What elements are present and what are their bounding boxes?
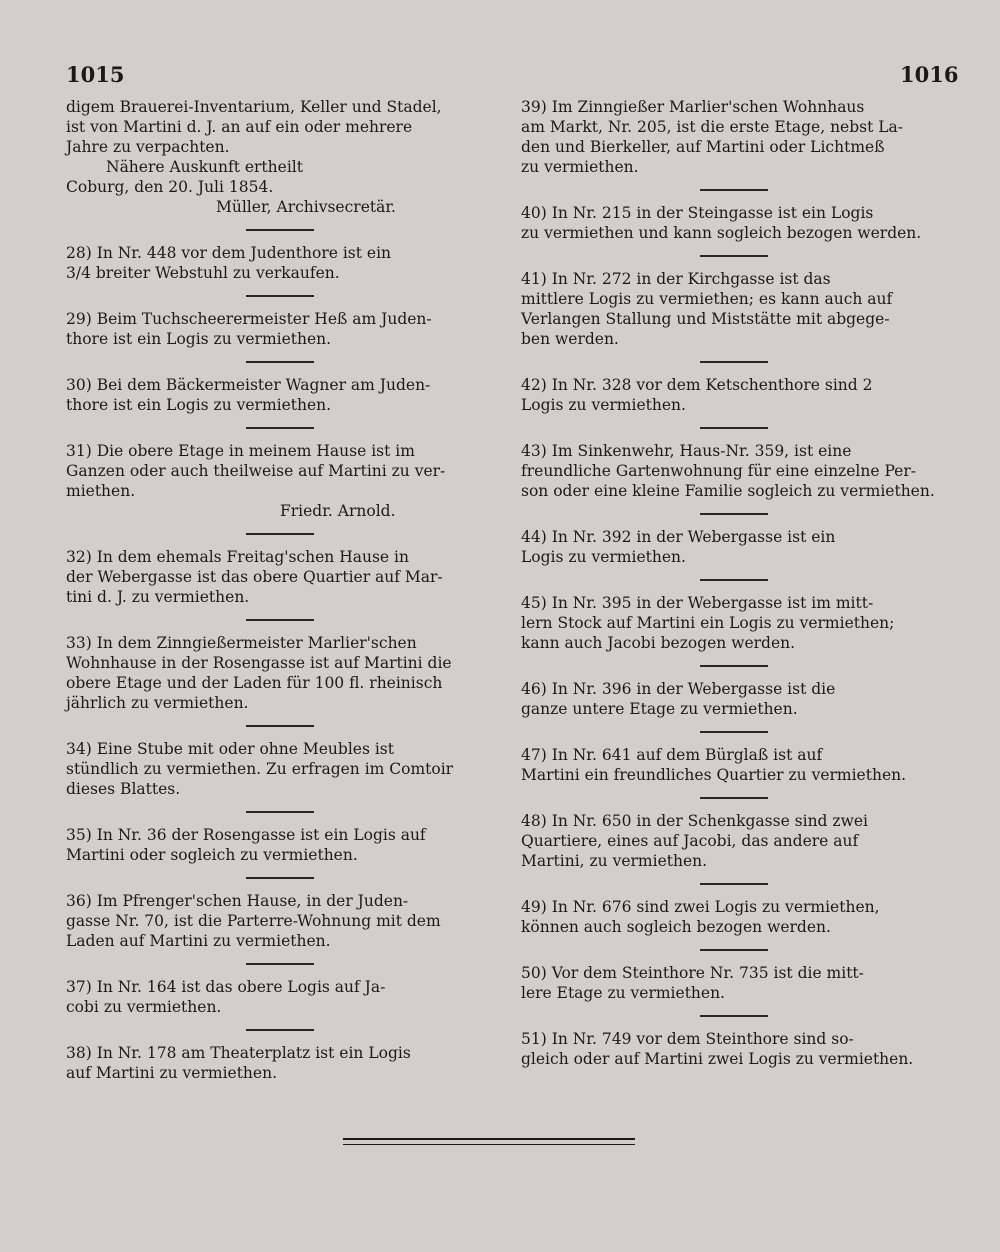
ad-text-line: thore ist ein Logis zu vermiethen. bbox=[66, 396, 332, 414]
separator-rule bbox=[700, 949, 768, 951]
ad-text-line: cobi zu vermiethen. bbox=[66, 998, 222, 1016]
classified-ad bbox=[521, 375, 947, 415]
classified-ad bbox=[521, 963, 947, 1003]
right-column bbox=[521, 97, 947, 1069]
classified-ad bbox=[66, 547, 493, 607]
ad-text-line: Logis zu vermiethen. bbox=[521, 396, 686, 414]
ad-text-line: Martini, zu vermiethen. bbox=[521, 852, 708, 870]
separator-rule bbox=[246, 811, 314, 813]
separator-rule bbox=[700, 361, 768, 363]
left-column bbox=[66, 97, 493, 1083]
ad-text-line: miethen. bbox=[66, 482, 136, 500]
ad-text-line: 30) Bei dem Bäckermeister Wagner am Juden- bbox=[66, 376, 431, 394]
classified-ad bbox=[521, 897, 947, 937]
classified-ad bbox=[521, 203, 947, 243]
separator-rule bbox=[700, 883, 768, 885]
bottom-double-rule bbox=[343, 1138, 635, 1145]
separator-rule bbox=[246, 1029, 314, 1031]
ad-text-line: freundliche Gartenwohnung für eine einzelne Per- bbox=[521, 462, 916, 480]
separator-rule bbox=[246, 877, 314, 879]
ad-text-line: der Webergasse ist das obere Quartier auf Mar- bbox=[66, 568, 443, 586]
ad-text-line: 51) In Nr. 749 vor dem Steinthore sind so- bbox=[521, 1030, 854, 1048]
ad-text-line: lere Etage zu vermiethen. bbox=[521, 984, 725, 1002]
ad-text-line: 29) Beim Tuchscheerermeister Heß am Juden- bbox=[66, 310, 432, 328]
ad-text-line: Martini oder sogleich zu vermiethen. bbox=[66, 846, 358, 864]
ad-text-line: obere Etage und der Laden für 100 fl. rheinisch bbox=[66, 674, 443, 692]
classified-ad bbox=[66, 1043, 493, 1083]
classified-ad bbox=[521, 679, 947, 719]
classified-ad bbox=[521, 1029, 947, 1069]
ad-text-line: Verlangen Stallung und Miststätte mit abgege- bbox=[521, 310, 890, 328]
ad-text-line: 50) Vor dem Steinthore Nr. 735 ist die mitt- bbox=[521, 964, 864, 982]
ad-text-line: Wohnhause in der Rosengasse ist auf Martini die bbox=[66, 654, 452, 672]
ad-text-line: stündlich zu vermiethen. Zu erfragen im Comtoir bbox=[66, 760, 454, 778]
ad-text-line: son oder eine kleine Familie sogleich zu vermiethen. bbox=[521, 482, 935, 500]
separator-rule bbox=[246, 619, 314, 621]
ad-text-line: 48) In Nr. 650 in der Schenkgasse sind zwei bbox=[521, 812, 868, 830]
separator-rule bbox=[246, 963, 314, 965]
classified-ad bbox=[66, 375, 493, 415]
ad-text-line: thore ist ein Logis zu vermiethen. bbox=[66, 330, 332, 348]
ad-text-line: 37) In Nr. 164 ist das obere Logis auf Ja- bbox=[66, 978, 386, 996]
ad-text-line: 43) Im Sinkenwehr, Haus-Nr. 359, ist eine bbox=[521, 442, 852, 460]
text-line: Jahre zu verpachten. bbox=[66, 138, 230, 156]
ad-text-line: 41) In Nr. 272 in der Kirchgasse ist das bbox=[521, 270, 831, 288]
separator-rule bbox=[246, 229, 314, 231]
ad-text-line: 46) In Nr. 396 in der Webergasse ist die bbox=[521, 680, 836, 698]
separator-rule bbox=[700, 513, 768, 515]
ad-text-line: gasse Nr. 70, ist die Parterre-Wohnung mit dem bbox=[66, 912, 441, 930]
ad-text-line: 35) In Nr. 36 der Rosengasse ist ein Logis auf bbox=[66, 826, 426, 844]
ad-text-line: lern Stock auf Martini ein Logis zu vermiethen; bbox=[521, 614, 895, 632]
ad-text-line: 33) In dem Zinngießermeister Marlier'schen bbox=[66, 634, 417, 652]
intro-notice bbox=[66, 97, 493, 217]
ad-text-line: 45) In Nr. 395 in der Webergasse ist im mitt- bbox=[521, 594, 874, 612]
ad-text-line: 31) Die obere Etage in meinem Hause ist im bbox=[66, 442, 415, 460]
ad-text-line: Quartiere, eines auf Jacobi, das andere auf bbox=[521, 832, 859, 850]
separator-rule bbox=[246, 725, 314, 727]
ad-text-line: mittlere Logis zu vermiethen; es kann auch auf bbox=[521, 290, 893, 308]
classified-ad bbox=[521, 269, 947, 349]
ad-text-line: Ganzen oder auch theilweise auf Martini zu ver- bbox=[66, 462, 446, 480]
ad-text-line: ganze untere Etage zu vermiethen. bbox=[521, 700, 798, 718]
ad-text-line: den und Bierkeller, auf Martini oder Lichtmeß bbox=[521, 138, 885, 156]
ad-text-line: dieses Blattes. bbox=[66, 780, 181, 798]
classified-ad bbox=[66, 977, 493, 1017]
ad-text-line: 42) In Nr. 328 vor dem Ketschenthore sind 2 bbox=[521, 376, 873, 394]
ad-text-line: Martini ein freundliches Quartier zu vermiethen. bbox=[521, 766, 907, 784]
ad-text-line: 49) In Nr. 676 sind zwei Logis zu vermiethen, bbox=[521, 898, 880, 916]
ad-text-line: können auch sogleich bezogen werden. bbox=[521, 918, 831, 936]
page-number-right: 1016 bbox=[900, 62, 959, 87]
classified-ad bbox=[521, 745, 947, 785]
place-date-line: Coburg, den 20. Juli 1854. bbox=[66, 178, 274, 196]
ad-text-line: Laden auf Martini zu vermiethen. bbox=[66, 932, 331, 950]
ad-text-line: auf Martini zu vermiethen. bbox=[66, 1064, 277, 1082]
left-ads-list bbox=[66, 229, 493, 1083]
ad-text-line: 44) In Nr. 392 in der Webergasse ist ein bbox=[521, 528, 836, 546]
ad-text-line: 36) Im Pfrenger'schen Hause, in der Juden- bbox=[66, 892, 409, 910]
right-ads-list bbox=[521, 97, 947, 1069]
classified-ad bbox=[66, 441, 493, 521]
intro-signature: Müller, Archivsecretär. bbox=[216, 198, 396, 216]
ad-text-line: 40) In Nr. 215 in der Steingasse ist ein Logis bbox=[521, 204, 874, 222]
separator-rule bbox=[700, 255, 768, 257]
ad-text-line: zu vermiethen. bbox=[521, 158, 639, 176]
classified-ad bbox=[521, 811, 947, 871]
ad-text-line: zu vermiethen und kann sogleich bezogen werden. bbox=[521, 224, 922, 242]
separator-rule bbox=[700, 189, 768, 191]
text-line: digem Brauerei-Inventarium, Keller und Stadel, bbox=[66, 98, 442, 116]
ad-text-line: 28) In Nr. 448 vor dem Judenthore ist ein bbox=[66, 244, 392, 262]
separator-rule bbox=[246, 295, 314, 297]
ad-text-line: Logis zu vermiethen. bbox=[521, 548, 686, 566]
classified-ad bbox=[66, 739, 493, 799]
separator-rule bbox=[700, 797, 768, 799]
ad-text-line: 38) In Nr. 178 am Theaterplatz ist ein Logis bbox=[66, 1044, 411, 1062]
separator-rule bbox=[246, 427, 314, 429]
ad-text-line: ben werden. bbox=[521, 330, 619, 348]
classified-ad bbox=[521, 527, 947, 567]
classified-ad bbox=[521, 593, 947, 653]
ad-text-line: 39) Im Zinngießer Marlier'schen Wohnhaus bbox=[521, 98, 865, 116]
classified-ad bbox=[66, 309, 493, 349]
separator-rule bbox=[700, 427, 768, 429]
ad-text-line: am Markt, Nr. 205, ist die erste Etage, nebst La- bbox=[521, 118, 904, 136]
ad-signature: Friedr. Arnold. bbox=[280, 502, 396, 520]
ad-text-line: jährlich zu vermiethen. bbox=[66, 694, 249, 712]
classified-ad bbox=[521, 97, 947, 177]
classified-ad bbox=[66, 243, 493, 283]
classified-ad bbox=[521, 441, 947, 501]
separator-rule bbox=[700, 1015, 768, 1017]
classified-ad bbox=[66, 825, 493, 865]
ad-text-line: kann auch Jacobi bezogen werden. bbox=[521, 634, 796, 652]
ad-text-line: 47) In Nr. 641 auf dem Bürglaß ist auf bbox=[521, 746, 823, 764]
separator-rule bbox=[700, 665, 768, 667]
separator-rule bbox=[700, 731, 768, 733]
page-number-left: 1015 bbox=[66, 62, 125, 87]
ad-text-line: 34) Eine Stube mit oder ohne Meubles ist bbox=[66, 740, 394, 758]
separator-rule bbox=[700, 579, 768, 581]
ad-text-line: gleich oder auf Martini zwei Logis zu vermiethen. bbox=[521, 1050, 914, 1068]
separator-rule bbox=[246, 533, 314, 535]
text-line: ist von Martini d. J. an auf ein oder mehrere bbox=[66, 118, 413, 136]
separator-rule bbox=[246, 361, 314, 363]
ad-text-line: 3/4 breiter Webstuhl zu verkaufen. bbox=[66, 264, 340, 282]
ad-text-line: 32) In dem ehemals Freitag'schen Hause in bbox=[66, 548, 409, 566]
classified-ad bbox=[66, 891, 493, 951]
more-info-line: Nähere Auskunft ertheilt bbox=[106, 158, 303, 176]
ad-text-line: tini d. J. zu vermiethen. bbox=[66, 588, 250, 606]
classified-ad bbox=[66, 633, 493, 713]
